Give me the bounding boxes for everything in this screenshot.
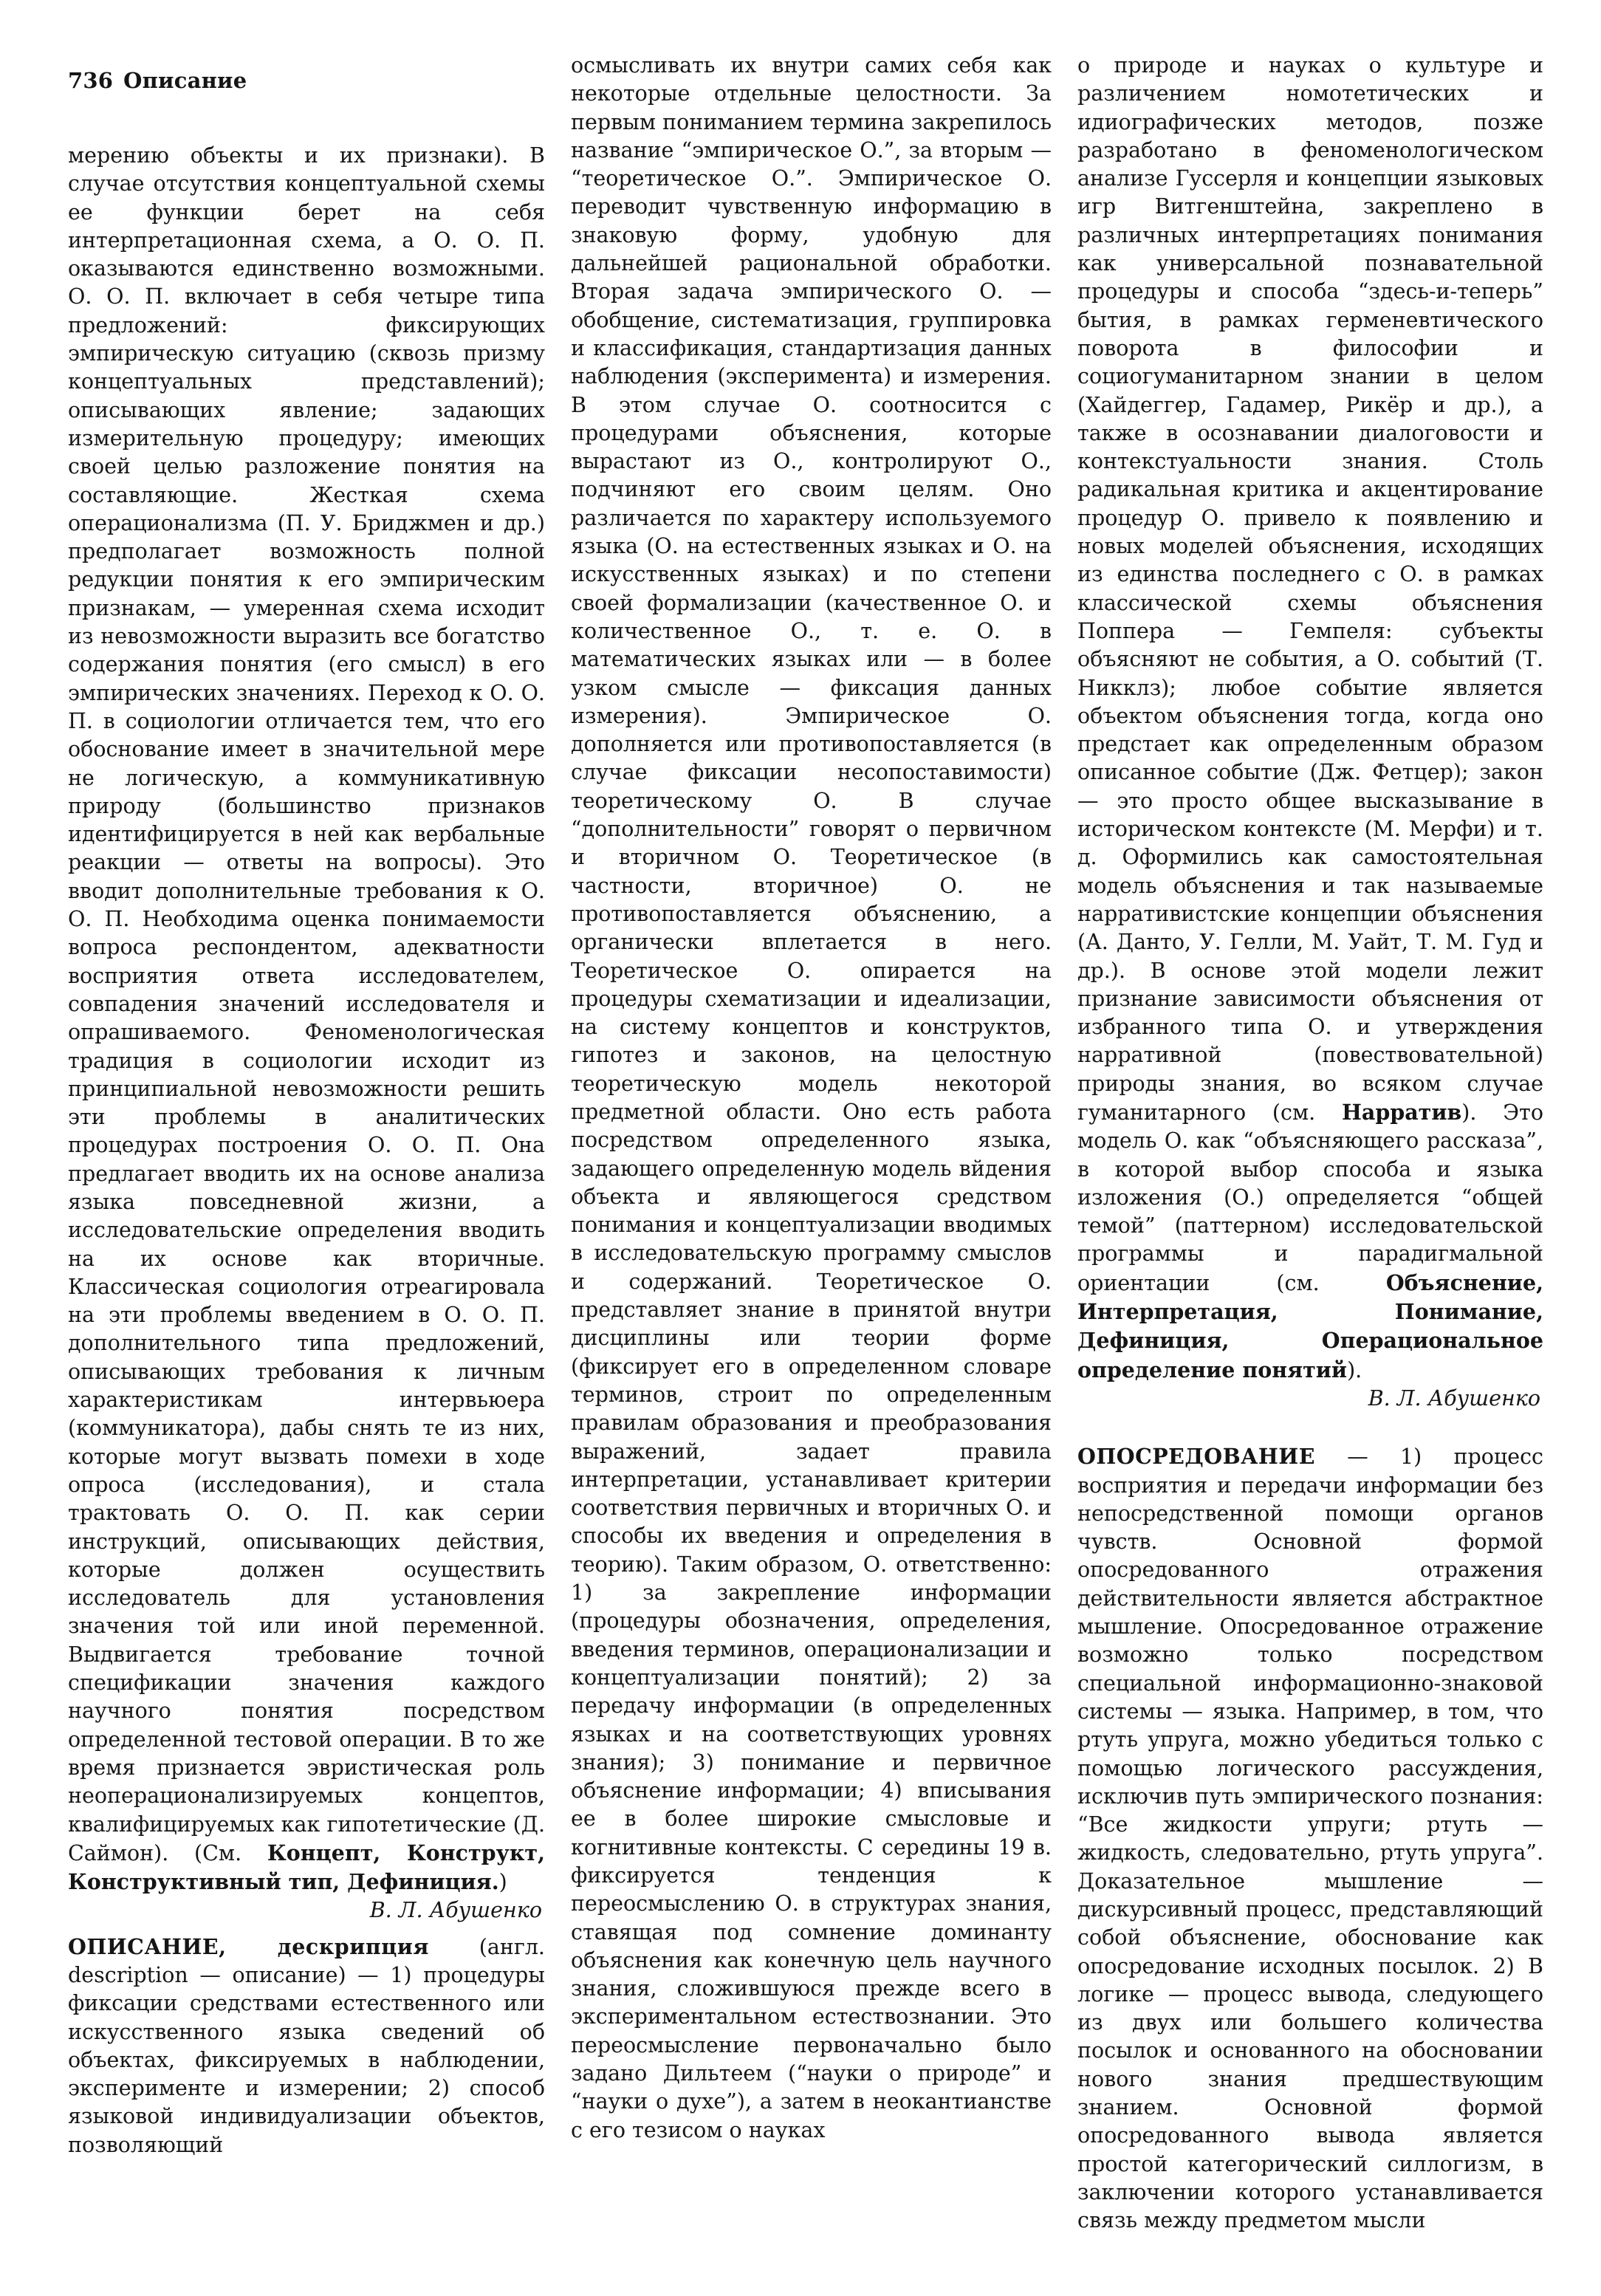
entry-text: (англ. description — описание) — 1) процедуры фиксации средствами естественного или искусственного языка сведений об объектах, фиксируемых в наблюдении, эксперименте и измерении; 2) способ языковой индивидуализации объектов, позволяющий xyxy=(68,1934,545,2157)
entry-text: — 1) процесс восприятия и передачи информации без непосредственной помощи органов чувств. Основной формой опосредованного отражения действительности является абстрактное мышление. Опосредованное отражение возможно только посредством специальной информационно-знаковой системы — языка. Например, в том, что ртуть упруга, можно убедиться только с помощью логического рассуждения, исключив путь эмпирического познания: “Все жидкости упруги; ртуть — жидкость, следовательно, ртуть упруга”. Доказательное мышление — дискурсивный процесс, представляющий собой объяснение, обоснование как опосредование исходных посылок. 2) В логике — процесс вывода, следующего из двух или большего количества посылок и основанного на обосновании нового знания предшествующим знанием. Основной формой опосредованного вывода является простой категорический силлогизм, в заключении которого устанавливается связь между предметом мысли xyxy=(1077,1445,1543,2233)
text-column-1 xyxy=(68,142,545,2159)
body-text: мерению объекты и их признаки). В случае отсутствия концептуальной схемы ее функции берет на себя интерпретационная схема, а О. О. П. оказываются единственно возможными. О. О. П. включает в себя четыре типа предложений: фиксирующих эмпирическую ситуацию (сквозь призму концептуальных представлений); описывающих явление; задающих измерительную процедуру; имеющих своей целью разложение понятия на составляющие. Жесткая схема операционализма (П. У. Бриджмен и др.) предполагает возможность полной редукции понятия к его эмпирическим признакам, — умеренная схема исходит из невозможности выразить все богатство содержания понятия (его смысл) в его эмпирических значениях. Переход к О. О. П. в социологии отличается тем, что его обоснование имеет в значительной мере не логическую, а коммуникативную природу (большинство признаков идентифицируется в ней как вербальные реакции — ответы на вопросы). Это вводит дополнительные требования к О. О. П. Необходима оценка понимаемости вопроса респондентом, адекватности восприятия ответа исследователем, совпадения значений исследователя и опрашиваемого. Феноменологическая традиция в социологии исходит из принципиальной невозможности решить эти проблемы в аналитических процедурах построения О. О. П. Она предлагает вводить их на основе анализа языка повседневной жизни, а исследовательские определения вводить на их основе как вторичные. Классическая социология отреагировала на эти проблемы введением в О. О. П. дополнительного типа предложений, описывающих требования к личным характеристикам интервьюера (коммуникатора), дабы снять те из них, которые могут вызвать помехи в ходе опроса (исследования), и стала трактовать О. О. П. как серии инструкций, описывающих действия, которые должен осуществить исследователь для установления значения той или иной переменной. Выдвигается требование точной спецификации значения каждого научного понятия посредством определенной тестовой операции. В то же время признается эвристическая роль неоперационализируемых концептов, квалифицируемых как гипотетические (Д. Саймон). (См. xyxy=(68,143,545,1865)
entry-headword: ОПИСАНИЕ, дескрипция xyxy=(68,1933,429,1959)
entry-paragraph xyxy=(68,1933,545,2159)
running-header xyxy=(68,68,247,93)
entry-paragraph xyxy=(1077,1442,1543,2235)
cross-reference: Концепт, Конструкт, Конструктивный тип, Дефиниция. xyxy=(68,1840,545,1895)
spacer xyxy=(1077,1413,1543,1442)
entry-headword: ОПОСРЕДОВАНИЕ xyxy=(1077,1444,1315,1470)
paragraph xyxy=(68,142,545,1896)
cross-reference: Объяснение, Интерпретация, Понимание, Дефиниция, Операциональное определение понятий xyxy=(1077,1269,1543,1382)
paragraph: осмысливать их внутри самих себя как некоторые отдельные целостности. За первым пониманием термина закрепилось название “эмпирическое О.”, за вторым — “теоретическое О.”. Эмпирическое О. переводит чувственную информацию в знаковую форму, удобную для дальнейшей рациональной обработки. Вторая задача эмпирического О. — обобщение, систематизация, группировка и классификация, стандартизация данных наблюдения (эксперимента) и измерения. В этом случае О. соотносится с процедурами объяснения, которые вырастают из О., контролируют О., подчиняют его своим целям. Оно различается по характеру используемого языка (О. на естественных языках и О. на искусственных языках) и по степени своей формализации (качественное О. и количественное О., т. е. О. в математических языках или — в более узком смысле — фиксация данных измерения). Эмпирическое О. дополняется или противопоставляется (в случае фиксации несопоставимости) теоретическому О. В случае “дополнительности” говорят о первичном и вторичном О. Теоретическое (в частности, вторичное) О. не противопоставляется объяснению, а органически вплетается в него. Теоретическое О. опирается на процедуры схематизации и идеализации, на систему концептов и конструктов, гипотез и законов, на целостную теоретическую модель некоторой предметной области. Оно есть работа посредством определенного языка, задающего определенную модель вйдения объекта и являющегося средством понимания и концептуализации вводимых в исследовательскую программу смыслов и содержаний. Теоретическое О. представляет знание в принятой внутри дисциплины или теории форме (фиксирует его в определенном словаре терминов, строит по определенным правилам образования и преобразования выражений, задает правила интерпретации, устанавливает критерии соответствия первичных и вторичных О. и способы их введения и определения в теорию). Таким образом, О. ответственно: 1) за закрепление информации (процедуры обозначения, определения, введения терминов, операционализации и концептуализации понятий); 2) за передачу информации (в определенных языках и на соответствующих уровнях знания); 3) понимание и первичное объяснение информации; 4) вписывания ее в более широкие смысловые и когнитивные контексты. С середины 19 в. фиксируется тенденция к переосмыслению О. в структурах знания, ставящая под сомнение доминанту объяснения как конечную цель научного знания, сложившуюся прежде всего в экспериментальном естествознании. Это переосмысление первоначально было задано Дильтеем (“науки о природе” и “науки о духе”), а затем в неокантианстве с его тезисом о науках xyxy=(571,53,1052,2142)
author-signature: В. Л. Абушенко xyxy=(1368,1385,1540,1411)
running-title: Описание xyxy=(123,68,247,93)
text-column-2 xyxy=(571,52,1052,2145)
body-text: ) xyxy=(498,1870,507,1895)
body-text: ). Это модель О. как “объясняющего рассказа”, в которой выбор способа и языка изложения (О.) определяется “общей темой” (паттерном) исследовательской программы и парадигмальной ориентации (см. xyxy=(1077,1100,1543,1295)
text-column-3 xyxy=(1077,52,1543,2235)
body-text: о природе и науках о культуре и различением номотетических и идиографических методов, позже разработано в феноменологическом анализе Гуссерля и концепции языковых игр Витгенштейна, закреплено в различных интерпретациях понимания как универсальной познавательной процедуры и способа “здесь-и-теперь” бытия, в рамках герменевтического поворота в философии и социогуманитарном знании в целом (Хайдеггер, Гадамер, Рикёр и др.), а также в осознавании диалоговости и контекстуальности знания. Столь радикальная критика и акцентирование процедур О. привело к появлению и новых моделей объяснения, исходящих из единства последнего с О. в рамках классической схемы объяснения Поппера — Гемпеля: субъекты объясняют не события, а О. событий (Т. Никклз); любое событие является объектом объяснения тогда, когда оно предстает как определенным образом описанное событие (Дж. Фетцер); закон — это просто общее высказывание в историческом контексте (М. Мерфи) и т. д. Оформились как самостоятельная модель объяснения и так называемые нарративистские концепции объяснения (А. Данто, У. Гелли, М. Уайт, Т. М. Гуд и др.). В основе этой модели лежит признание зависимости объяснения от избранного типа О. и утверждения нарративной (повествовательной) природы знания, во всяком случае гуманитарного (см. xyxy=(1077,53,1543,1125)
spacer xyxy=(68,1925,545,1933)
body-text: ). xyxy=(1347,1357,1362,1382)
author-signature: В. Л. Абушенко xyxy=(369,1898,542,1923)
paragraph xyxy=(1077,52,1543,1385)
cross-reference: Нарратив xyxy=(1341,1099,1462,1125)
page-number: 736 xyxy=(68,68,114,93)
